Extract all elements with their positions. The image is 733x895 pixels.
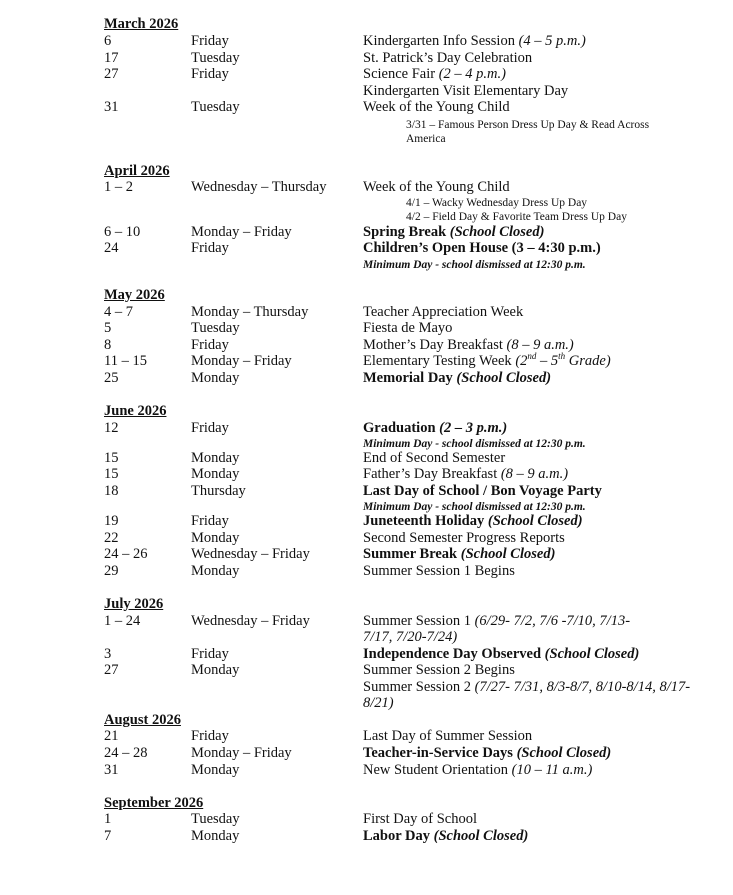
event bbox=[363, 646, 639, 662]
day: Wednesday – Friday bbox=[191, 546, 310, 562]
event-detail: (8 – 9 a.m.) bbox=[506, 337, 574, 353]
day: Friday bbox=[191, 240, 229, 256]
day: Monday bbox=[191, 530, 240, 546]
event-detail: (8 – 9 a.m.) bbox=[500, 466, 569, 482]
event-note: 3/31 – Famous Person Dress Up Day & Read Across America bbox=[406, 119, 650, 145]
day: Tuesday bbox=[191, 99, 240, 115]
day: Monday bbox=[191, 662, 240, 678]
date: 1 – 2 bbox=[104, 179, 133, 195]
event-detail: (School Closed) bbox=[544, 646, 640, 662]
date: 1 bbox=[104, 811, 112, 827]
date: 31 bbox=[104, 99, 119, 115]
event-title: Memorial Day bbox=[363, 370, 453, 386]
event-detail: (10 – 11 a.m.) bbox=[511, 762, 593, 778]
minimum-day-note: Minimum Day - school dismissed at 12:30 p.m. bbox=[363, 259, 586, 271]
date: 15 bbox=[104, 466, 119, 482]
date: 4 – 7 bbox=[104, 304, 133, 320]
month-heading-april: April 2026 bbox=[104, 163, 170, 179]
day: Tuesday bbox=[191, 320, 240, 336]
date: 1 – 24 bbox=[104, 613, 141, 629]
event bbox=[363, 337, 574, 353]
date: 29 bbox=[104, 563, 119, 579]
event-detail: (School Closed) bbox=[516, 745, 612, 761]
event bbox=[363, 679, 693, 711]
event-detail: (School Closed) bbox=[487, 513, 583, 529]
day: Monday bbox=[191, 370, 240, 386]
date: 27 bbox=[104, 66, 119, 82]
event-title: Science Fair bbox=[363, 66, 436, 82]
month-heading-june: June 2026 bbox=[104, 403, 167, 419]
month-heading-may: May 2026 bbox=[104, 287, 165, 303]
day: Friday bbox=[191, 33, 229, 49]
event-title: Graduation bbox=[363, 420, 436, 436]
event-title: End of Second Semester bbox=[363, 450, 506, 466]
date: 24 – 28 bbox=[104, 745, 148, 761]
day: Tuesday bbox=[191, 811, 240, 827]
day: Wednesday – Friday bbox=[191, 613, 310, 629]
event bbox=[363, 224, 544, 240]
date: 7 bbox=[104, 828, 112, 844]
event-title: Teacher Appreciation Week bbox=[363, 304, 524, 320]
event bbox=[363, 762, 592, 778]
date: 8 bbox=[104, 337, 112, 353]
date: 18 bbox=[104, 483, 119, 499]
event-title: Elementary Testing Week bbox=[363, 353, 512, 369]
event-detail: (6/29- 7/2, 7/6 -7/10, 7/13-7/17, 7/20-7/24) bbox=[363, 613, 631, 645]
event bbox=[363, 466, 568, 482]
day: Thursday bbox=[191, 483, 246, 499]
event bbox=[363, 370, 551, 386]
date: 11 – 15 bbox=[104, 353, 147, 369]
day: Friday bbox=[191, 513, 229, 529]
date: 31 bbox=[104, 762, 119, 778]
event-detail: (2 – 3 p.m.) bbox=[439, 420, 508, 436]
event-detail: (7/27- 7/31, 8/3-8/7, 8/10-8/14, 8/17-8/21) bbox=[363, 679, 691, 711]
date: 21 bbox=[104, 728, 119, 744]
event bbox=[363, 745, 611, 761]
event-title: Week of the Young Child bbox=[363, 99, 510, 115]
date: 24 – 26 bbox=[104, 546, 148, 562]
event-note: 4/1 – Wacky Wednesday Dress Up Day bbox=[406, 197, 588, 209]
event-detail: (4 – 5 p.m.) bbox=[518, 33, 586, 49]
event-detail: (School Closed) bbox=[460, 546, 556, 562]
event-title: Children’s Open House bbox=[363, 240, 509, 256]
event-title: Kindergarten Info Session bbox=[363, 33, 515, 49]
date: 19 bbox=[104, 513, 119, 529]
day: Monday bbox=[191, 762, 240, 778]
event-title: Labor Day bbox=[363, 828, 431, 844]
event-title: Kindergarten Visit Elementary Day bbox=[363, 83, 569, 99]
day: Friday bbox=[191, 337, 229, 353]
event-title: Fiesta de Mayo bbox=[363, 320, 453, 336]
event-title: Juneteenth Holiday bbox=[363, 513, 485, 529]
event bbox=[363, 353, 611, 369]
date: 15 bbox=[104, 450, 119, 466]
event bbox=[363, 546, 555, 562]
event-detail: (School Closed) bbox=[456, 370, 552, 386]
day: Monday bbox=[191, 828, 240, 844]
day: Monday – Friday bbox=[191, 224, 292, 240]
event-detail: (3 – 4:30 p.m.) bbox=[511, 240, 601, 256]
event bbox=[363, 66, 506, 82]
month-heading-july: July 2026 bbox=[104, 596, 164, 612]
event-note: 4/2 – Field Day & Favorite Team Dress Up Day bbox=[406, 211, 627, 223]
day: Monday bbox=[191, 466, 240, 482]
event-title: Teacher-in-Service Days bbox=[363, 745, 513, 761]
day: Friday bbox=[191, 728, 229, 744]
month-heading-september: September 2026 bbox=[104, 795, 204, 811]
day: Monday – Thursday bbox=[191, 304, 309, 320]
event-title: Spring Break bbox=[363, 224, 447, 240]
day: Wednesday – Thursday bbox=[191, 179, 327, 195]
event-title: Summer Session 1 bbox=[363, 613, 471, 629]
event-detail: (School Closed) bbox=[433, 828, 529, 844]
event-detail: (2nd – 5th Grade) bbox=[515, 351, 611, 369]
day: Tuesday bbox=[191, 50, 240, 66]
event-title: Summer Session 2 bbox=[363, 679, 471, 695]
month-heading-august: August 2026 bbox=[104, 712, 181, 728]
event bbox=[363, 420, 507, 436]
date: 5 bbox=[104, 320, 112, 336]
event-title: Summer Session 1 Begins bbox=[363, 563, 515, 579]
date: 24 bbox=[104, 240, 119, 256]
event-detail: (School Closed) bbox=[449, 224, 545, 240]
event bbox=[363, 828, 528, 844]
event-title: Second Semester Progress Reports bbox=[363, 530, 565, 546]
event-title: New Student Orientation bbox=[363, 762, 508, 778]
date: 6 bbox=[104, 33, 112, 49]
event-title: Father’s Day Breakfast bbox=[363, 466, 498, 482]
date: 22 bbox=[104, 530, 119, 546]
minimum-day-note: Minimum Day - school dismissed at 12:30 p.m. bbox=[363, 501, 586, 513]
day: Monday bbox=[191, 563, 240, 579]
event-title: Week of the Young Child bbox=[363, 179, 510, 195]
date: 25 bbox=[104, 370, 119, 386]
date: 12 bbox=[104, 420, 119, 436]
date: 27 bbox=[104, 662, 119, 678]
day: Friday bbox=[191, 420, 229, 436]
month-heading-march: March 2026 bbox=[104, 16, 179, 32]
event-title: Mother’s Day Breakfast bbox=[363, 337, 503, 353]
date: 6 – 10 bbox=[104, 224, 141, 240]
day: Friday bbox=[191, 66, 229, 82]
day: Monday bbox=[191, 450, 240, 466]
event-detail: (2 – 4 p.m.) bbox=[438, 66, 506, 82]
event-title: Last Day of School / Bon Voyage Party bbox=[363, 483, 602, 499]
event-title: Summer Break bbox=[363, 546, 458, 562]
event-title: Independence Day Observed bbox=[363, 646, 542, 662]
event bbox=[363, 33, 586, 49]
day: Monday – Friday bbox=[191, 745, 292, 761]
event-title: First Day of School bbox=[363, 811, 477, 827]
day: Friday bbox=[191, 646, 229, 662]
date: 3 bbox=[104, 646, 112, 662]
event-title: St. Patrick’s Day Celebration bbox=[363, 50, 533, 66]
event-title: Summer Session 2 Begins bbox=[363, 662, 515, 678]
date: 17 bbox=[104, 50, 119, 66]
event bbox=[363, 613, 643, 645]
event bbox=[363, 240, 601, 256]
event bbox=[363, 513, 583, 529]
minimum-day-note: Minimum Day - school dismissed at 12:30 p.m. bbox=[363, 438, 586, 450]
day: Monday – Friday bbox=[191, 353, 292, 369]
event-title: Last Day of Summer Session bbox=[363, 728, 533, 744]
